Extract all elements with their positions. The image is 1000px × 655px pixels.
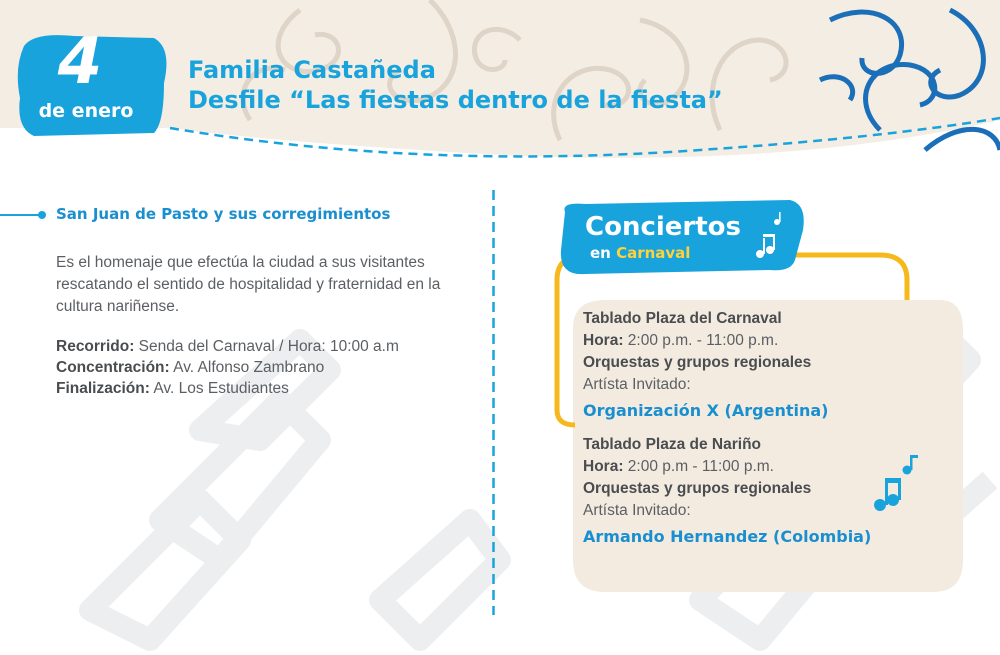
- venue-groups: Orquestas y grupos regionales: [583, 480, 812, 497]
- event-description: Es el homenaje que efectúa la ciudad a sus visitantes rescatando el sentido de hospitalidad y fraternidad en la cultura nariñense.: [56, 254, 441, 315]
- page-title: [188, 55, 723, 115]
- venue-name: Tablado Plaza de Nariño: [583, 436, 762, 453]
- section-heading: San Juan de Pasto y sus corregimientos: [56, 205, 391, 223]
- title-family: Familia Castañeda: [188, 56, 436, 84]
- venue-block: [583, 308, 943, 422]
- finish-row: Finalización: Av. Los Estudiantes: [56, 380, 289, 397]
- venue-time: Hora: 2:00 p.m - 11:00 p.m.: [583, 458, 774, 475]
- venue-groups: Orquestas y grupos regionales: [583, 354, 812, 371]
- concerts-subtitle: en Carnaval: [590, 244, 691, 262]
- event-details: [56, 336, 476, 399]
- date-month: de enero: [38, 100, 134, 122]
- venue-time: Hora: 2:00 p.m. - 11:00 p.m.: [583, 332, 779, 349]
- venue-block: [583, 434, 943, 548]
- venue-name: Tablado Plaza del Carnaval: [583, 310, 782, 327]
- concerts-title: Conciertos: [585, 212, 741, 242]
- column-divider: [492, 190, 495, 615]
- venue-guest-label: Artísta Invitado:: [583, 376, 691, 393]
- concentration-row: Concentración: Av. Alfonso Zambrano: [56, 359, 325, 376]
- bullet-marker: [0, 210, 50, 220]
- venue-artist: Organización X (Argentina): [583, 401, 829, 420]
- title-parade: Desfile “Las fiestas dentro de la fiesta”: [188, 86, 723, 114]
- venue-artist: Armando Hernandez (Colombia): [583, 527, 872, 546]
- venue-guest-label: Artísta Invitado:: [583, 502, 691, 519]
- date-day: 4: [57, 25, 103, 99]
- route-row: Recorrido: Senda del Carnaval / Hora: 10:00 a.m: [56, 338, 399, 355]
